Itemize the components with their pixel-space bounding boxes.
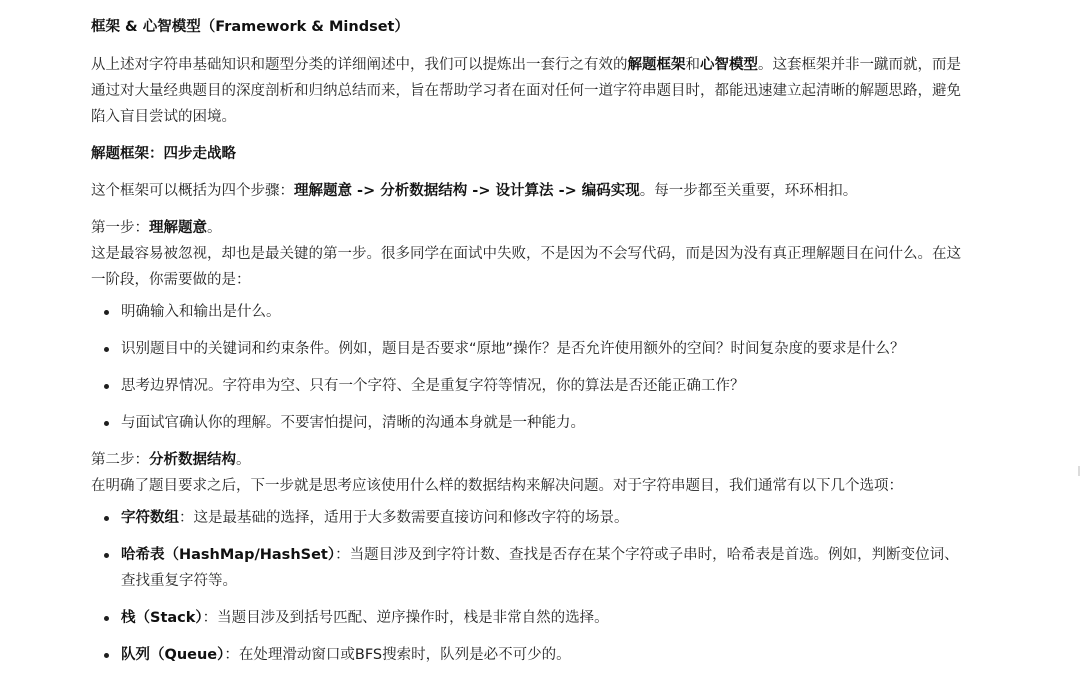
step2-description: 在明确了题目要求之后，下一步就是思考应该使用什么样的数据结构来解决问题。对于字符串题目，我们通常有以下几个选项： <box>91 478 903 494</box>
list-item: 队列（Queue）：在处理滑动窗口或BFS搜索时，队列是必不可少的。 <box>91 642 961 668</box>
step2-heading: 第二步：分析数据结构。 <box>91 452 251 468</box>
section-title: 框架 & 心智模型（Framework & Mindset） <box>91 19 409 35</box>
step1-list <box>91 299 961 436</box>
step2-list <box>91 505 961 668</box>
list-item: 识别题目中的关键词和约束条件。例如，题目是否要求“原地”操作？是否允许使用额外的空间？时间复杂度的要求是什么？ <box>91 336 961 362</box>
list-item: 哈希表（HashMap/HashSet）：当题目涉及到字符计数、查找是否存在某个字符或子串时，哈希表是首选。例如，判断变位词、查找重复字符等。 <box>91 542 961 594</box>
list-item: 明确输入和输出是什么。 <box>91 299 961 325</box>
list-item: 字符数组：这是最基础的选择，适用于大多数需要直接访问和修改字符的场景。 <box>91 505 961 531</box>
list-item: 栈（Stack）：当题目涉及到括号匹配、逆序操作时，栈是非常自然的选择。 <box>91 605 961 631</box>
framework-summary: 这个框架可以概括为四个步骤：理解题意 -> 分析数据结构 -> 设计算法 -> 编码实现。每一步都至关重要，环环相扣。 <box>91 183 858 199</box>
step1-heading: 第一步：理解题意。 <box>91 220 222 236</box>
step1-description: 这是最容易被忽视，却也是最关键的第一步。很多同学在面试中失败，不是因为不会写代码，而是因为没有真正理解题目在问什么。在这一阶段，你需要做的是： <box>91 246 961 288</box>
framework-heading: 解题框架：四步走战略 <box>91 146 236 162</box>
list-item: 与面试官确认你的理解。不要害怕提问，清晰的沟通本身就是一种能力。 <box>91 410 961 436</box>
list-item: 思考边界情况。字符串为空、只有一个字符、全是重复字符等情况，你的算法是否还能正确工作？ <box>91 373 961 399</box>
intro-paragraph: 从上述对字符串基础知识和题型分类的详细阐述中，我们可以提炼出一套行之有效的解题框架和心智模型。这套框架并非一蹴而就，而是通过对大量经典题目的深度剖析和归纳总结而来，旨在帮助学习者在面对任何一道字符串题目时，都能迅速建立起清晰的解题思路，避免陷入盲目尝试的困境。 <box>91 57 961 125</box>
document-body <box>91 14 961 679</box>
